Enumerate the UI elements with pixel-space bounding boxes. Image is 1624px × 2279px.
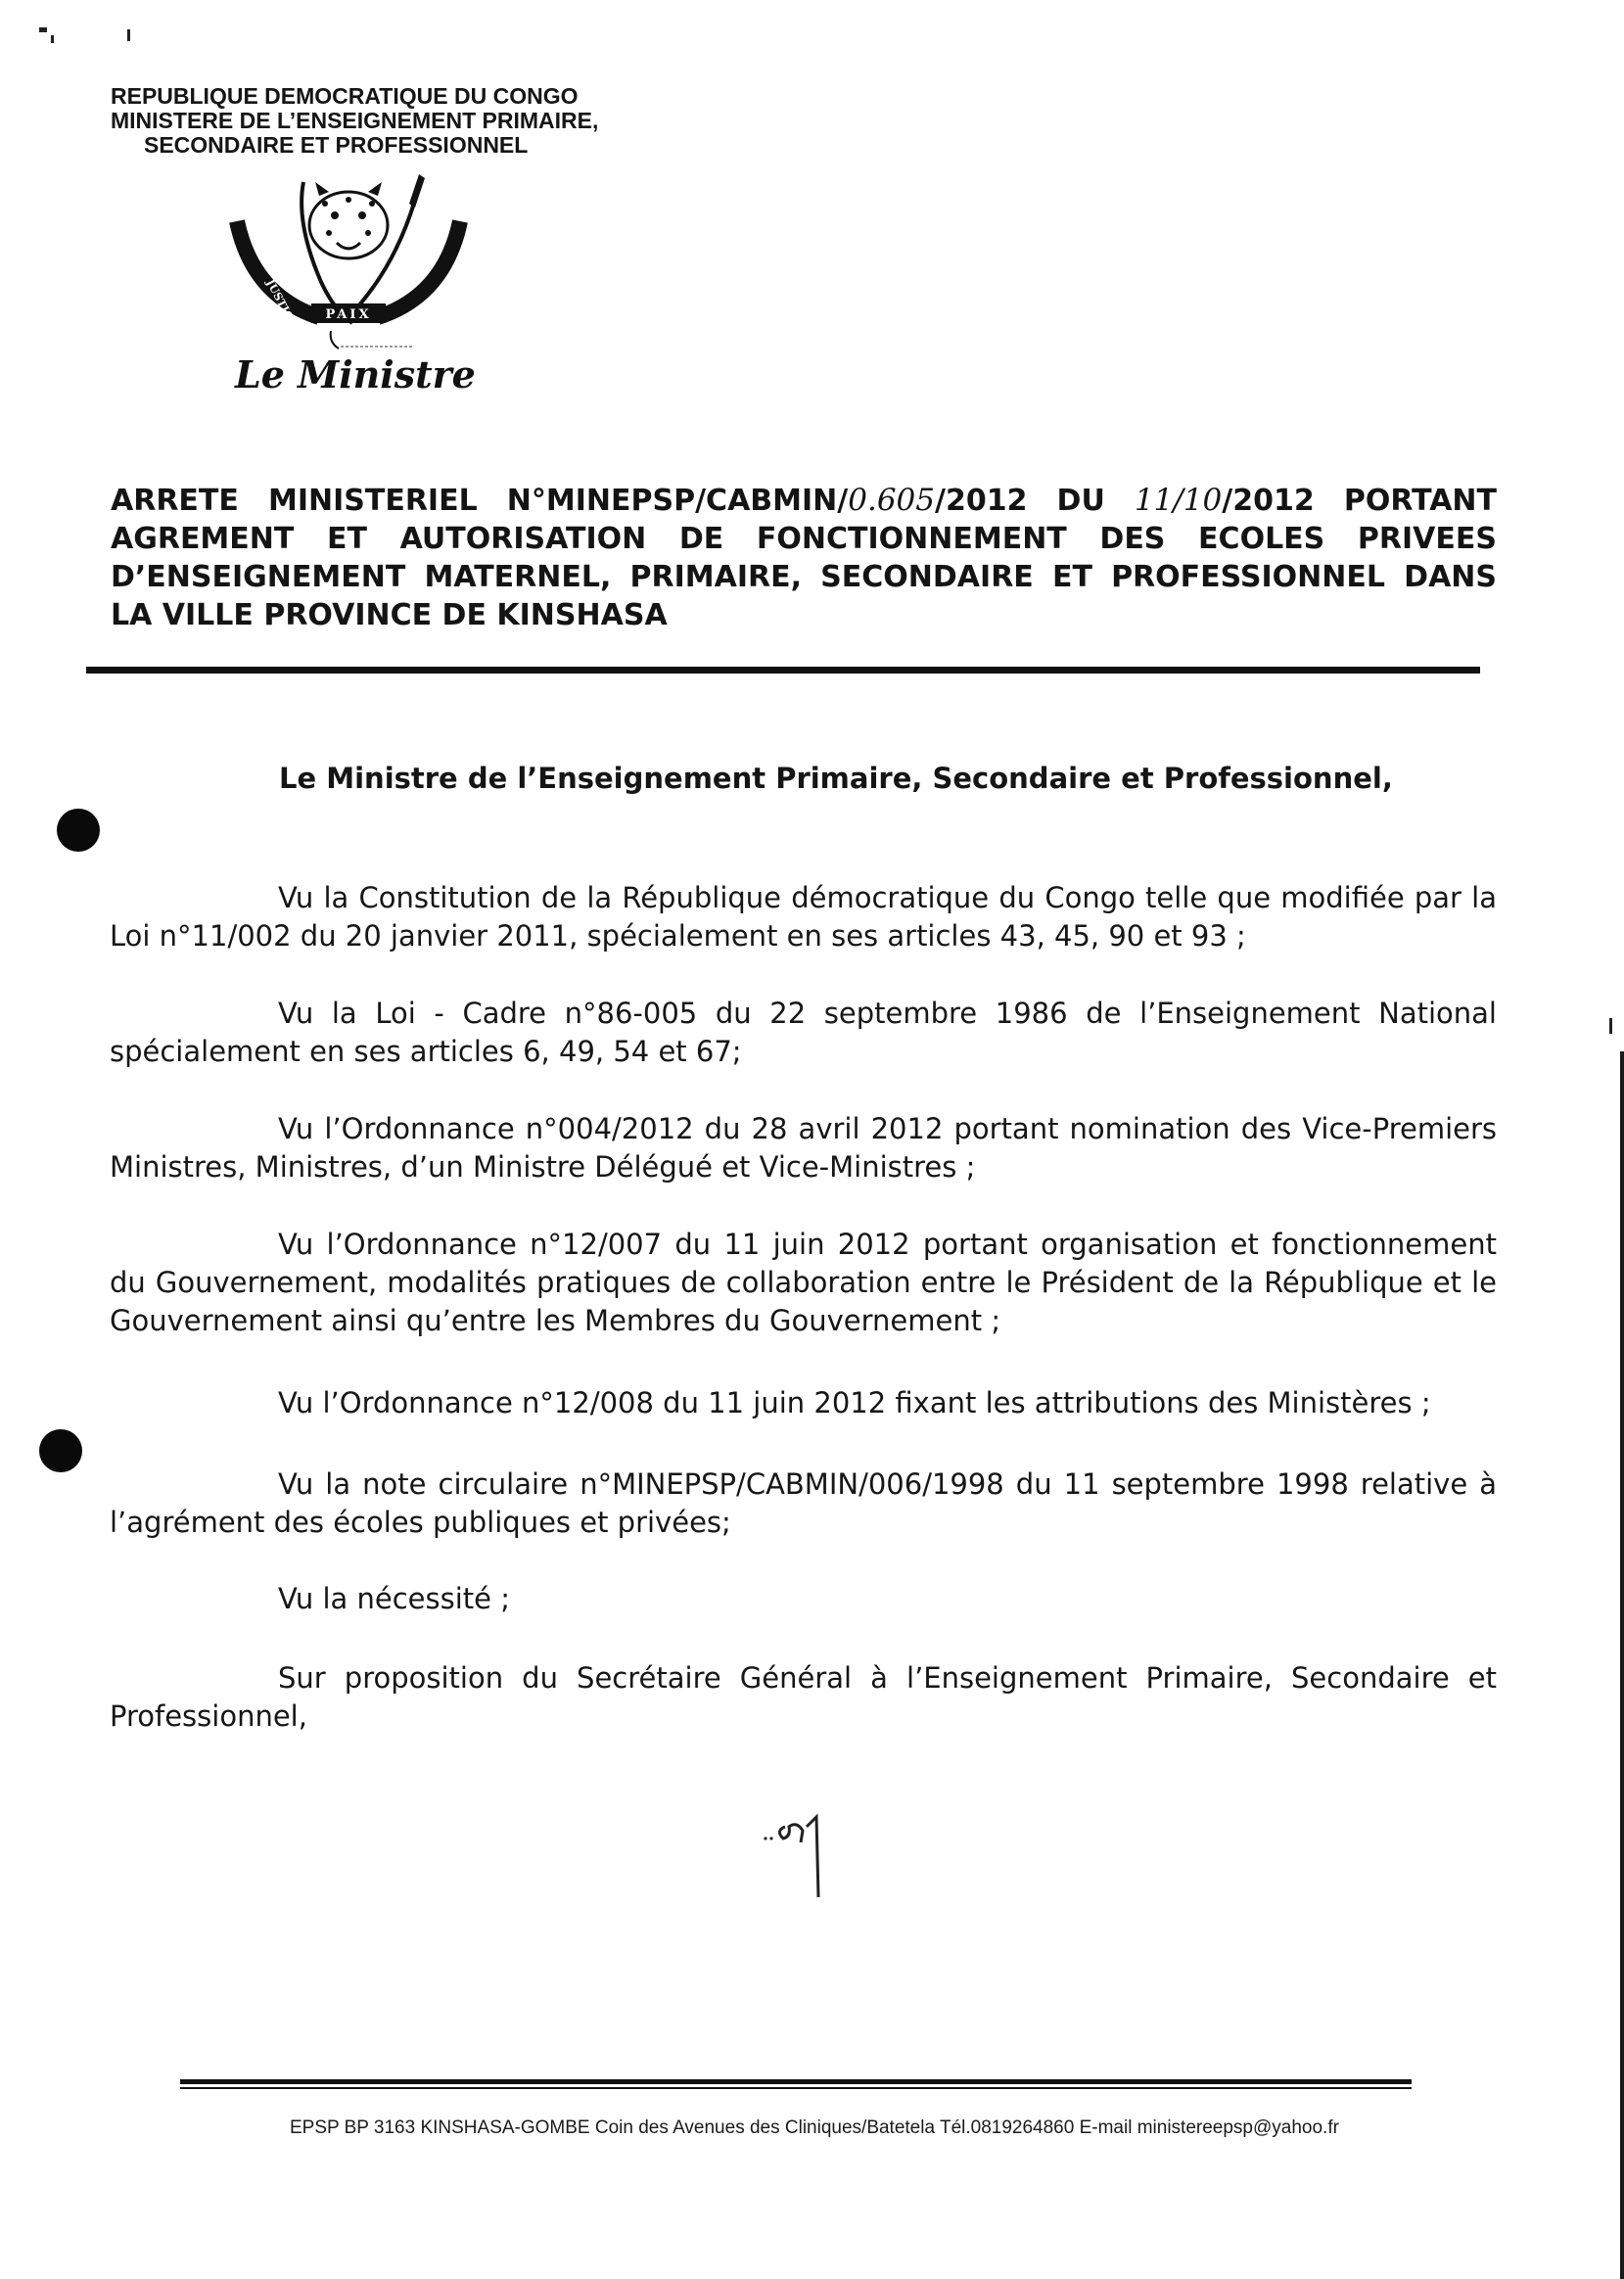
punch-hole [39,1429,82,1472]
emblem-motto-justice: JUSTICE [263,277,300,330]
footer-address: EPSP BP 3163 KINSHASA-GOMBE Coin des Avenues des Cliniques/Batetela Tél.0819264860 E-mail ministereepsp@yahoo.fr [290,2117,1339,2138]
preamble-paragraph: Vu la note circulaire n°MINEPSP/CABMIN/006/1998 du 11 septembre 1998 relative à l’agrément des écoles publiques et privées; [110,1467,1497,1539]
preamble-paragraph: Vu l’Ordonnance n°12/008 du 11 juin 2012 fixant les attributions des Ministères ; [278,1386,1431,1419]
preamble-paragraph: Vu la Loi - Cadre n°86-005 du 22 septembre 1986 de l’Enseignement National spécialement en ses articles 6, 49, 54 et 67; [110,997,1497,1068]
coat-of-arms-emblem [227,164,470,352]
handwritten-number: 0.605 [848,483,935,518]
letterhead-ministry: MINISTERE DE L’ENSEIGNEMENT PRIMAIRE, [111,108,599,133]
title-divider [86,667,1480,674]
preamble-paragraph: Vu l’Ordonnance n°12/007 du 11 juin 2012 portant organisation et fonctionnement du Gouvernement, modalités pratiques de collaboration entre le Président de la République et le Gouvernement ainsi qu’entre les Membres du Gouvernement ; [110,1228,1497,1337]
title-rest: /2012 PORTANT AGREMENT ET AUTORISATION DE FONCTIONNEMENT DES ECOLES PRIVEES D’ENSEIGNEMENT MATERNEL, PRIMAIRE, SECONDAIRE ET PROFESSIONNEL DANS LA VILLE PROVINCE DE KINSHASA [111,484,1498,632]
handwritten-date: 11/10 [1134,483,1223,518]
preamble-paragraph: Vu la nécessité ; [278,1582,510,1615]
punch-hole [57,809,100,852]
preamble-paragraph: Vu la Constitution de la République démocratique du Congo telle que modifiée par la Loi n°11/002 du 20 janvier 2011, spécialement en ses articles 43, 45, 90 et 93 ; [110,881,1497,953]
letterhead-ministry-cont: SECONDAIRE ET PROFESSIONNEL [144,132,529,158]
title-mid: /2012 DU [935,484,1135,518]
footer-divider [180,2079,1412,2084]
letterhead-country: REPUBLIQUE DEMOCRATIQUE DU CONGO [111,83,579,109]
title-prefix: ARRETE MINISTERIEL N°MINEPSP/CABMIN/ [111,484,849,518]
preamble-paragraph: Vu l’Ordonnance n°004/2012 du 28 avril 2012 portant nomination des Vice-Premiers Ministres, Ministres, d’un Ministre Délégué et Vice-Ministres ; [110,1112,1497,1184]
handwritten-initial [762,1813,840,1901]
minister-signature-title: Le Ministre [235,352,476,396]
scan-speck [127,29,130,41]
scan-edge-mark [1609,1018,1612,1034]
emblem-motto-paix: PAIX [325,307,372,322]
preamble-paragraph: Sur proposition du Secrétaire Général à l’Enseignement Primaire, Secondaire et Professionnel, [110,1661,1497,1733]
decree-title [111,482,1497,634]
footer-divider-thin [180,2087,1412,2089]
minister-heading: Le Ministre de l’Enseignement Primaire, Secondaire et Professionnel, [279,762,1393,795]
letterhead [111,84,598,158]
scan-speck [39,27,47,32]
scan-edge [1620,1051,1624,2279]
emblem-motto-travail: TRAVAIL [414,210,451,264]
scan-speck [51,35,54,43]
